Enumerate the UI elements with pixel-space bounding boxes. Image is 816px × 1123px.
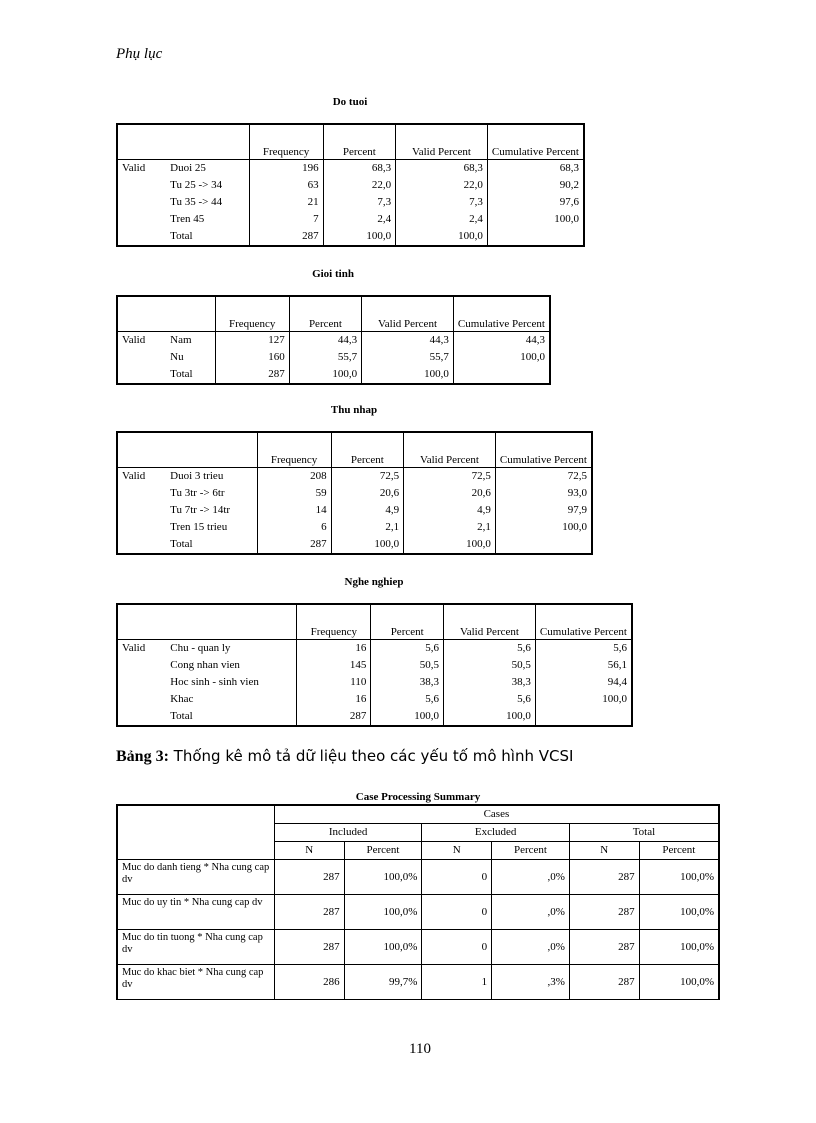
table-case-summary: Cases Included Excluded Total N Percent N Percent N Percent Muc do danh tieng * Nha cung cap dv 287 100,0% 0 ,0% 287 100,0% Muc do uy tin * Nha cung cap dv 287 100,0% 0 ,0% 287 100,0% Muc do tin tuong * Nha cung cap dv 287 100,0% 0 ,0% 287 100,0% Muc do khac biet * Nha cung cap dv 286 99,7% 1 ,3% 287 100,0% <box>116 804 720 1000</box>
table-row: Muc do uy tin * Nha cung cap dv 287 100,0% 0 ,0% 287 100,0% <box>117 895 719 930</box>
table-title-thu-nhap: Thu nhap <box>330 404 378 416</box>
table-title-nghe-nghiep: Nghe nghiep <box>344 576 404 588</box>
table-do-tuoi: Frequency Percent Valid Percent Cumulative Percent Valid Duoi 25 196 68,3 68,3 68,3 Tu 25 -> 34 63 22,0 22,0 90,2 Tu 35 -> 44 21 7,3 7,3 97,6 Tren 45 7 2,4 2,4 100,0 Total 287 100,0 100,0 <box>116 123 585 247</box>
table-row: Total 287 100,0 100,0 <box>117 536 592 554</box>
table-row: Tu 25 -> 34 63 22,0 22,0 90,2 <box>117 177 584 194</box>
table-row: Valid Duoi 3 trieu 208 72,5 72,5 72,5 <box>117 468 592 486</box>
table-row: Tu 35 -> 44 21 7,3 7,3 97,6 <box>117 194 584 211</box>
table-row: Valid Nam 127 44,3 44,3 44,3 <box>117 332 550 350</box>
table-title-case-summary: Case Processing Summary <box>355 791 481 803</box>
table-thu-nhap: Frequency Percent Valid Percent Cumulative Percent Valid Duoi 3 trieu 208 72,5 72,5 72,5 Tu 3tr -> 6tr 59 20,6 20,6 93,0 Tu 7tr -> 14tr 14 4,9 4,9 97,9 Tren 15 trieu 6 2,1 2,1 100,0 Total 287 100,0 100,0 <box>116 431 593 555</box>
table-row: Nu 160 55,7 55,7 100,0 <box>117 349 550 366</box>
table-nghe-nghiep: Frequency Percent Valid Percent Cumulative Percent Valid Chu - quan ly 16 5,6 5,6 5,6 Cong nhan vien 145 50,5 50,5 56,1 Hoc sinh - sinh vien 110 38,3 38,3 94,4 Khac 16 5,6 5,6 100,0 Total 287 100,0 100,0 <box>116 603 633 727</box>
table-row: Khac 16 5,6 5,6 100,0 <box>117 691 632 708</box>
table-gioi-tinh: Frequency Percent Valid Percent Cumulative Percent Valid Nam 127 44,3 44,3 44,3 Nu 160 55,7 55,7 100,0 Total 287 100,0 100,0 <box>116 295 551 385</box>
table-title-do-tuoi: Do tuoi <box>332 96 368 108</box>
section-text: Thống kê mô tả dữ liệu theo các yếu tố mô hình VCSI <box>168 747 574 765</box>
table-row: Tu 3tr -> 6tr 59 20,6 20,6 93,0 <box>117 485 592 502</box>
section-title <box>116 747 573 766</box>
table-row: Tu 7tr -> 14tr 14 4,9 4,9 97,9 <box>117 502 592 519</box>
page-header: Phụ lục <box>116 46 163 62</box>
table-row: Tren 15 trieu 6 2,1 2,1 100,0 <box>117 519 592 536</box>
table-row: Tren 45 7 2,4 2,4 100,0 <box>117 211 584 228</box>
table-row: Hoc sinh - sinh vien 110 38,3 38,3 94,4 <box>117 674 632 691</box>
table-title-gioi-tinh: Gioi tinh <box>312 268 354 280</box>
table-row: Total 287 100,0 100,0 <box>117 228 584 246</box>
page-number: 110 <box>409 1041 431 1057</box>
section-label: Bảng 3: <box>116 748 169 765</box>
table-row: Total 287 100,0 100,0 <box>117 708 632 726</box>
table-row: Valid Duoi 25 196 68,3 68,3 68,3 <box>117 160 584 178</box>
table-row: Muc do tin tuong * Nha cung cap dv 287 100,0% 0 ,0% 287 100,0% <box>117 930 719 965</box>
table-row: Cong nhan vien 145 50,5 50,5 56,1 <box>117 657 632 674</box>
table-row: Total 287 100,0 100,0 <box>117 366 550 384</box>
table-row: Muc do danh tieng * Nha cung cap dv 287 100,0% 0 ,0% 287 100,0% <box>117 860 719 895</box>
table-row: Valid Chu - quan ly 16 5,6 5,6 5,6 <box>117 640 632 658</box>
table-row: Muc do khac biet * Nha cung cap dv 286 99,7% 1 ,3% 287 100,0% <box>117 965 719 1000</box>
